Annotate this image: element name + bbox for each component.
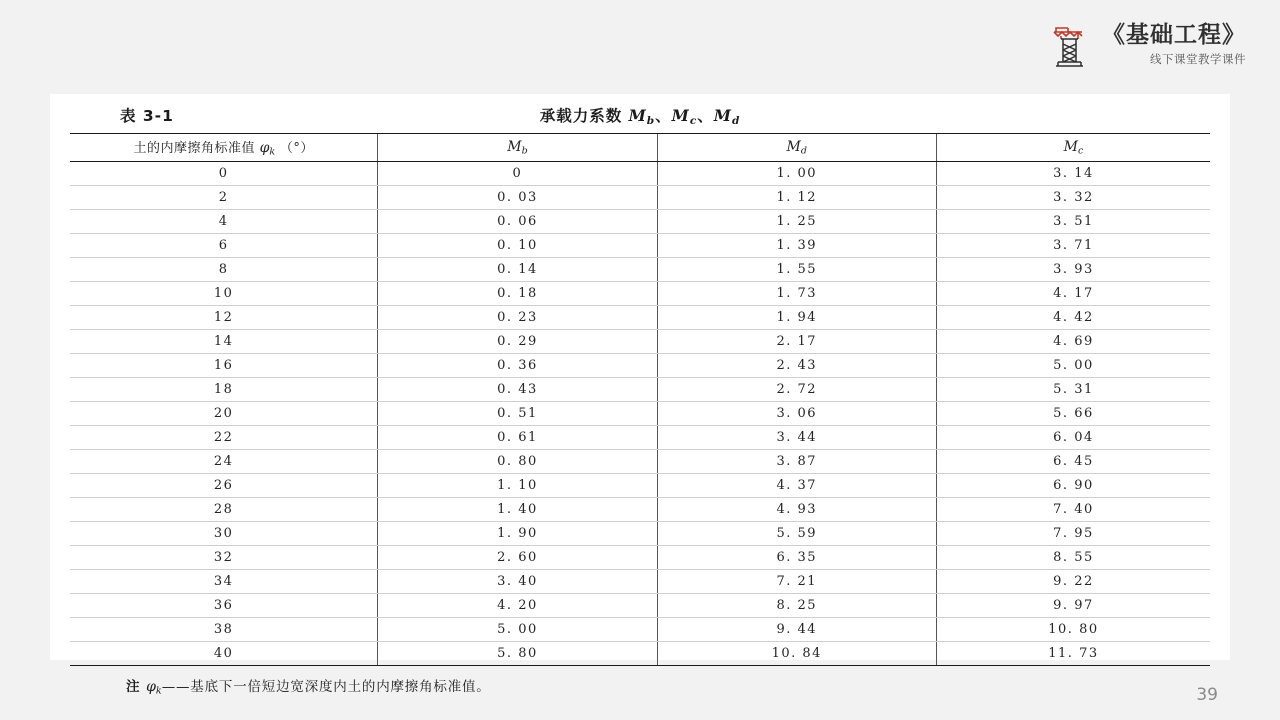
table-cell: 4. 20: [378, 594, 657, 618]
table-number: 表 3-1: [120, 107, 174, 125]
table-row: [70, 234, 1210, 258]
table-row: [70, 330, 1210, 354]
table-cell: 8: [70, 258, 378, 282]
table-cell: 1. 73: [657, 282, 936, 306]
table-cell: 9. 97: [936, 594, 1210, 618]
page-number: 39: [1196, 685, 1218, 705]
table-row: [70, 642, 1210, 666]
table-cell: 3. 87: [657, 450, 936, 474]
table-cell: 28: [70, 498, 378, 522]
table-cell: 0. 06: [378, 210, 657, 234]
table-row: [70, 354, 1210, 378]
table-cell: 0. 29: [378, 330, 657, 354]
table-cell: 38: [70, 618, 378, 642]
table-cell: 0. 18: [378, 282, 657, 306]
note-label: 注: [126, 679, 141, 695]
table-cell: 2. 72: [657, 378, 936, 402]
table-row: [70, 306, 1210, 330]
brand-subtitle: 线下课堂教学课件: [1150, 52, 1246, 67]
table-row: [70, 258, 1210, 282]
table-cell: 34: [70, 570, 378, 594]
table-cell: 0: [70, 162, 378, 186]
table-cell: 24: [70, 450, 378, 474]
note-text: $\varphi_k——$基底下一倍短边宽深度内土的内摩擦角标准值。: [146, 679, 491, 697]
table-cell: 6. 04: [936, 426, 1210, 450]
table-container: [70, 104, 1210, 697]
table-cell: 0: [378, 162, 657, 186]
table-cell: 6. 45: [936, 450, 1210, 474]
table-cell: 40: [70, 642, 378, 666]
table-title: 承载力系数 $M_b$、$M_c$、$M_d$: [539, 106, 741, 127]
table-body: [70, 162, 1210, 666]
table-cell: 4: [70, 210, 378, 234]
table-cell: 0. 51: [378, 402, 657, 426]
table-cell: 3. 06: [657, 402, 936, 426]
table-cell: 18: [70, 378, 378, 402]
table-cell: 22: [70, 426, 378, 450]
table-row: [70, 594, 1210, 618]
table-row: [70, 546, 1210, 570]
table-cell: 10. 84: [657, 642, 936, 666]
column-header-phi: 土的内摩擦角标准值 $\varphi_k$ （°）: [70, 134, 378, 162]
table-cell: 1. 90: [378, 522, 657, 546]
table-cell: 3. 14: [936, 162, 1210, 186]
table-cell: 12: [70, 306, 378, 330]
table-cell: 1. 25: [657, 210, 936, 234]
table-cell: 26: [70, 474, 378, 498]
brand-text: [1102, 22, 1246, 67]
table-cell: 2: [70, 186, 378, 210]
crane-tower-icon: [1048, 22, 1094, 70]
table-cell: 7. 21: [657, 570, 936, 594]
table-head: [70, 134, 1210, 162]
table-cell: 1. 39: [657, 234, 936, 258]
table-cell: 1. 55: [657, 258, 936, 282]
table-row: [70, 162, 1210, 186]
table-note: [70, 675, 1210, 697]
table-cell: 20: [70, 402, 378, 426]
table-row: [70, 210, 1210, 234]
table-cell: 0. 36: [378, 354, 657, 378]
table-cell: 1. 40: [378, 498, 657, 522]
table-cell: 3. 40: [378, 570, 657, 594]
table-cell: 1. 00: [657, 162, 936, 186]
table-cell: 2. 17: [657, 330, 936, 354]
table-cell: 3. 51: [936, 210, 1210, 234]
table-cell: 3. 71: [936, 234, 1210, 258]
table-cell: 5. 66: [936, 402, 1210, 426]
table-cell: 2. 60: [378, 546, 657, 570]
table-cell: 8. 55: [936, 546, 1210, 570]
bearing-capacity-coefficient-table: [70, 133, 1210, 666]
table-cell: 1. 94: [657, 306, 936, 330]
table-row: [70, 522, 1210, 546]
table-row: [70, 618, 1210, 642]
table-cell: 30: [70, 522, 378, 546]
table-row: [70, 474, 1210, 498]
table-row: [70, 378, 1210, 402]
table-cell: 0. 61: [378, 426, 657, 450]
table-cell: 6: [70, 234, 378, 258]
table-cell: 2. 43: [657, 354, 936, 378]
column-header-md: $M_d$: [657, 134, 936, 162]
table-cell: 8. 25: [657, 594, 936, 618]
table-cell: 10: [70, 282, 378, 306]
table-cell: 1. 12: [657, 186, 936, 210]
column-header-mc: $M_c$: [936, 134, 1210, 162]
table-cell: 3. 44: [657, 426, 936, 450]
table-cell: 4. 69: [936, 330, 1210, 354]
table-cell: 0. 23: [378, 306, 657, 330]
column-header-mb: $M_b$: [378, 134, 657, 162]
table-cell: 36: [70, 594, 378, 618]
table-row: [70, 570, 1210, 594]
table-cell: 5. 00: [936, 354, 1210, 378]
table-cell: 6. 90: [936, 474, 1210, 498]
table-header-row: [70, 134, 1210, 162]
table-cell: 6. 35: [657, 546, 936, 570]
table-row: [70, 282, 1210, 306]
table-row: [70, 450, 1210, 474]
table-cell: 7. 95: [936, 522, 1210, 546]
table-cell: 0. 03: [378, 186, 657, 210]
table-cell: 3. 32: [936, 186, 1210, 210]
table-cell: 4. 37: [657, 474, 936, 498]
table-cell: 9. 44: [657, 618, 936, 642]
table-cell: 11. 73: [936, 642, 1210, 666]
table-caption: [70, 104, 1210, 130]
table-cell: 4. 17: [936, 282, 1210, 306]
table-cell: 5. 00: [378, 618, 657, 642]
table-cell: 10. 80: [936, 618, 1210, 642]
slide-sheet: [50, 94, 1230, 697]
table-row: [70, 426, 1210, 450]
table-cell: 0. 14: [378, 258, 657, 282]
table-row: [70, 186, 1210, 210]
table-cell: 1. 10: [378, 474, 657, 498]
table-cell: 5. 31: [936, 378, 1210, 402]
table-cell: 3. 93: [936, 258, 1210, 282]
brand-title: 《基础工程》: [1102, 22, 1246, 48]
table-cell: 4. 42: [936, 306, 1210, 330]
table-cell: 0. 43: [378, 378, 657, 402]
table-cell: 5. 59: [657, 522, 936, 546]
table-cell: 32: [70, 546, 378, 570]
table-row: [70, 498, 1210, 522]
table-cell: 9. 22: [936, 570, 1210, 594]
table-cell: 16: [70, 354, 378, 378]
table-cell: 7. 40: [936, 498, 1210, 522]
course-brand: [1048, 22, 1246, 70]
table-cell: 0. 80: [378, 450, 657, 474]
table-cell: 5. 80: [378, 642, 657, 666]
table-cell: 4. 93: [657, 498, 936, 522]
table-cell: 0. 10: [378, 234, 657, 258]
table-cell: 14: [70, 330, 378, 354]
table-row: [70, 402, 1210, 426]
